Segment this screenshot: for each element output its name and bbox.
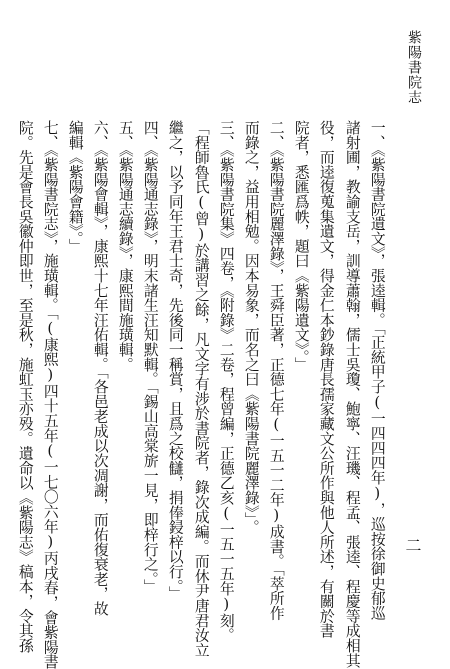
page-number: 二 xyxy=(403,537,422,553)
text-column-6: 而錄之，益用相勉。因本易象，而名之曰《紫陽書院麗澤錄》」。 xyxy=(242,120,260,535)
text-column-1: 一、《紫陽書院遺文》，張逵輯。「正統甲子(一四四四年)，巡按徐御史郁巡 xyxy=(368,120,386,621)
text-column-9: 繼之，以予同年王君士奇，先後同一稱賞，且爲之校讎，捐俸鋟梓以行。」 xyxy=(166,120,184,601)
text-column-7: 三、《紫陽書院集》四卷，《附錄》二卷，程曾編，正德乙亥(一五一五年)刻。 xyxy=(217,120,235,643)
text-column-12: 六、《紫陽會輯》，康熙十七年汪佑輯。「各邑老成以次凋謝，而佑復衰老，故 xyxy=(91,120,109,616)
text-column-2: 諸射圃，教諭支岳，訓導蕭翰，儒士吳瓊、鮑寧、汪璣、程孟、張逵、程慶等成相其 xyxy=(343,120,361,668)
text-column-8: 「程師魯氏(曾)於講習之餘，凡文字有涉於書院者，錄次成編。而休尹唐君汝立 xyxy=(192,120,210,658)
running-header-title: 紫陽書院志 xyxy=(406,30,422,105)
text-column-11: 五、《紫陽通志續錄》，康熙間施璜輯。 xyxy=(116,120,134,372)
text-column-13: 編輯《紫陽會籍》。」 xyxy=(66,120,84,254)
text-column-4: 院者，悉匯爲帙，題曰《紫陽遺文》。」 xyxy=(292,120,310,372)
text-column-14: 七、《紫陽書院志》，施璜輯。「(康熙)四十五年(一七〇六年)丙戌春，會紫陽書 xyxy=(41,120,59,669)
text-column-10: 四、《紫陽通志錄》，明末諸生汪知默輯。「錫山高棠旂一見，即梓行之。」 xyxy=(141,120,159,594)
text-column-5: 二、《紫陽書院麗澤錄》，王舜臣著，正德七年(一五一二年)成書。「萃所作 xyxy=(267,120,285,621)
text-column-3: 役，而逵復蒐集遺文，得金仁本鈔錄唐長孺家藏文公所作與他人所述，有關於書 xyxy=(317,120,335,638)
text-column-15: 院。先是會長吳徽仲即世，至是秋，施虹玉亦殁。遺命以《紫陽志》稿本，令其孫 xyxy=(16,120,34,653)
